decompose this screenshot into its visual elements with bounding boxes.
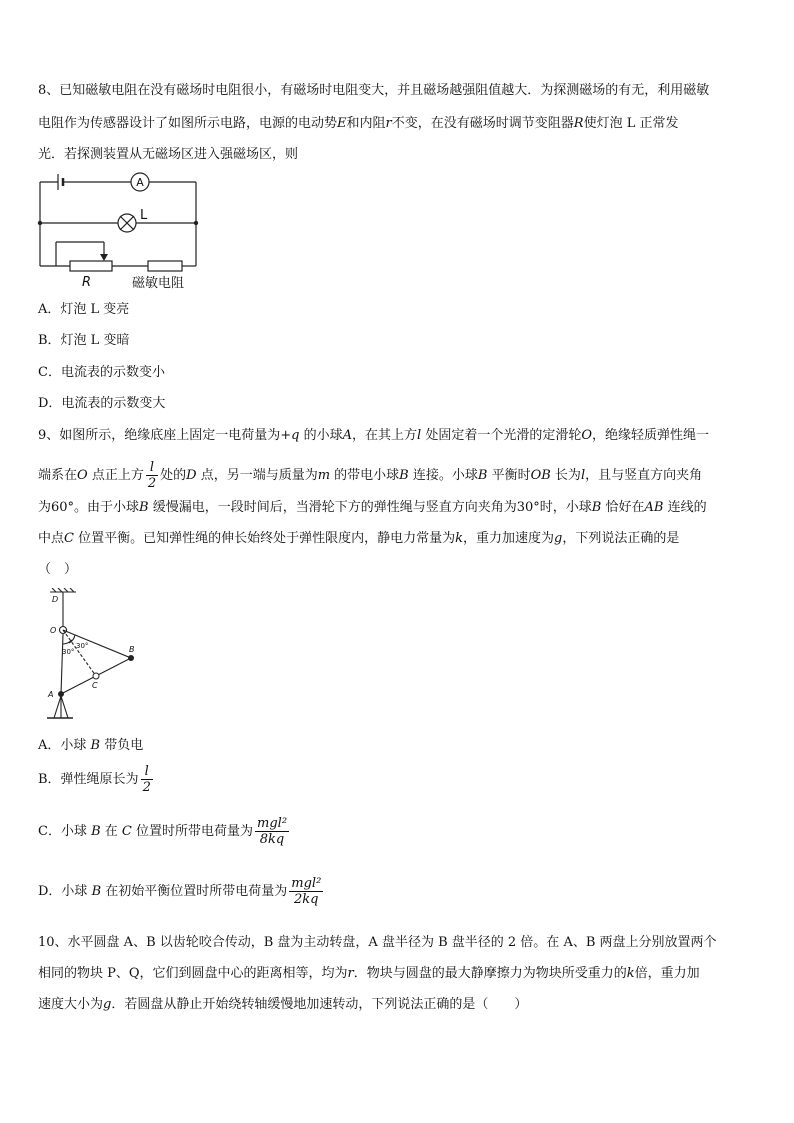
fraction-l-over-2: $\frac{l}{2}$ [147, 460, 157, 491]
q10-line1: 10、水平圆盘 A、B 以齿轮咬合传动，B 盘为主动转盘，A 盘半径为 B 盘半径的 2 倍。在 A、B 两盘上分别放置两个 [38, 935, 717, 950]
q8-option-b: B．灯泡 L 变暗 [38, 333, 130, 348]
ammeter-label: A [136, 176, 144, 189]
q8-line1: 8、已知磁敏电阻在没有磁场时电阻很小，有磁场时电阻变大，并且磁场越强阻值越大．为探测磁场的有无，利用磁敏 [38, 83, 710, 98]
q8-option-d: D．电流表的示数变大 [38, 396, 166, 411]
q10-line2: 相同的物块 P、Q，它们到圆盘中心的距离相等，均为r．物块与圆盘的最大静摩擦力为物块所受重力的k倍，重力加 [38, 966, 700, 981]
fraction-option-b: $\frac{l}{2}$ [142, 764, 151, 795]
q8-line3: 光．若探测装置从无磁场区进入强磁场区，则 [38, 147, 299, 162]
q9-option-c: C．小球 B 在 C 位置时所带电荷量为 $\frac{\text{mgl²}}{8kq}$ [38, 816, 288, 847]
q9-line3: 为60°。由于小球B 缓慢漏电，一段时间后，当滑轮下方的弹性绳与竖直方向夹角为30°时，小球B 恰好在AB 连线的 [38, 500, 707, 515]
q10-line3: 速度大小为g．若圆盘从静止开始绕转轴缓慢地加速转动，下列说法正确的是（ ） [38, 997, 528, 1012]
rheostat-label: R [82, 275, 92, 290]
angle-30-right-label: 30° [76, 642, 89, 650]
q9-line1: 9、如图所示，绝缘底座上固定一电荷量为+q 的小球A，在其上方l 处固定着一个光滑的定滑轮O，绝缘轻质弹性绳一 [38, 428, 710, 443]
q9-option-b: B．弹性绳原长为 $\frac{l}{2}$ [38, 764, 151, 795]
angle-30-left-label: 30° [62, 648, 75, 656]
q8-option-c: C．电流表的示数变小 [38, 365, 165, 380]
q9-line4: 中点C 位置平衡。已知弹性绳的伸长始终处于弹性限度内，静电力常量为k，重力加速度为g，下列说法正确的是 [38, 531, 680, 546]
q9-line2: 端系在O 点正上方 $\frac{l}{2}$ 处的D 点，另一端与质量为m 的带电小球B 连接。小球B 平衡时OB 长为l，且与竖直方向夹角 [38, 460, 703, 491]
point-o-label: O [50, 626, 57, 635]
q8-circuit-diagram [36, 170, 206, 296]
point-a-label: A [48, 690, 54, 699]
q9-option-a: A．小球 B 带负电 [38, 738, 144, 753]
point-b-label: B [129, 645, 135, 654]
sensor-label: 磁敏电阻 [132, 276, 185, 291]
q8-option-a: A．灯泡 L 变亮 [38, 302, 130, 317]
fraction-option-c: $\frac{\text{mgl²}}{8kq}$ [257, 816, 288, 847]
fraction-option-d: $\frac{\text{mgl²}}{2kq}$ [291, 876, 322, 907]
q9-answer-paren: （ ） [38, 562, 78, 577]
q8-line2: 电阻作为传感器设计了如图所示电路，电源的电动势E和内阻r不变，在没有磁场时调节变阻器R使灯泡 L 正常发 [38, 116, 679, 131]
point-d-label: D [52, 595, 59, 604]
q9-option-d: D．小球 B 在初始平衡位置时所带电荷量为 $\frac{\text{mgl²}}{2kq}$ [38, 876, 322, 907]
point-c-label: C [92, 681, 98, 690]
q9-pulley-diagram [38, 588, 148, 724]
lamp-label: L [140, 208, 148, 223]
